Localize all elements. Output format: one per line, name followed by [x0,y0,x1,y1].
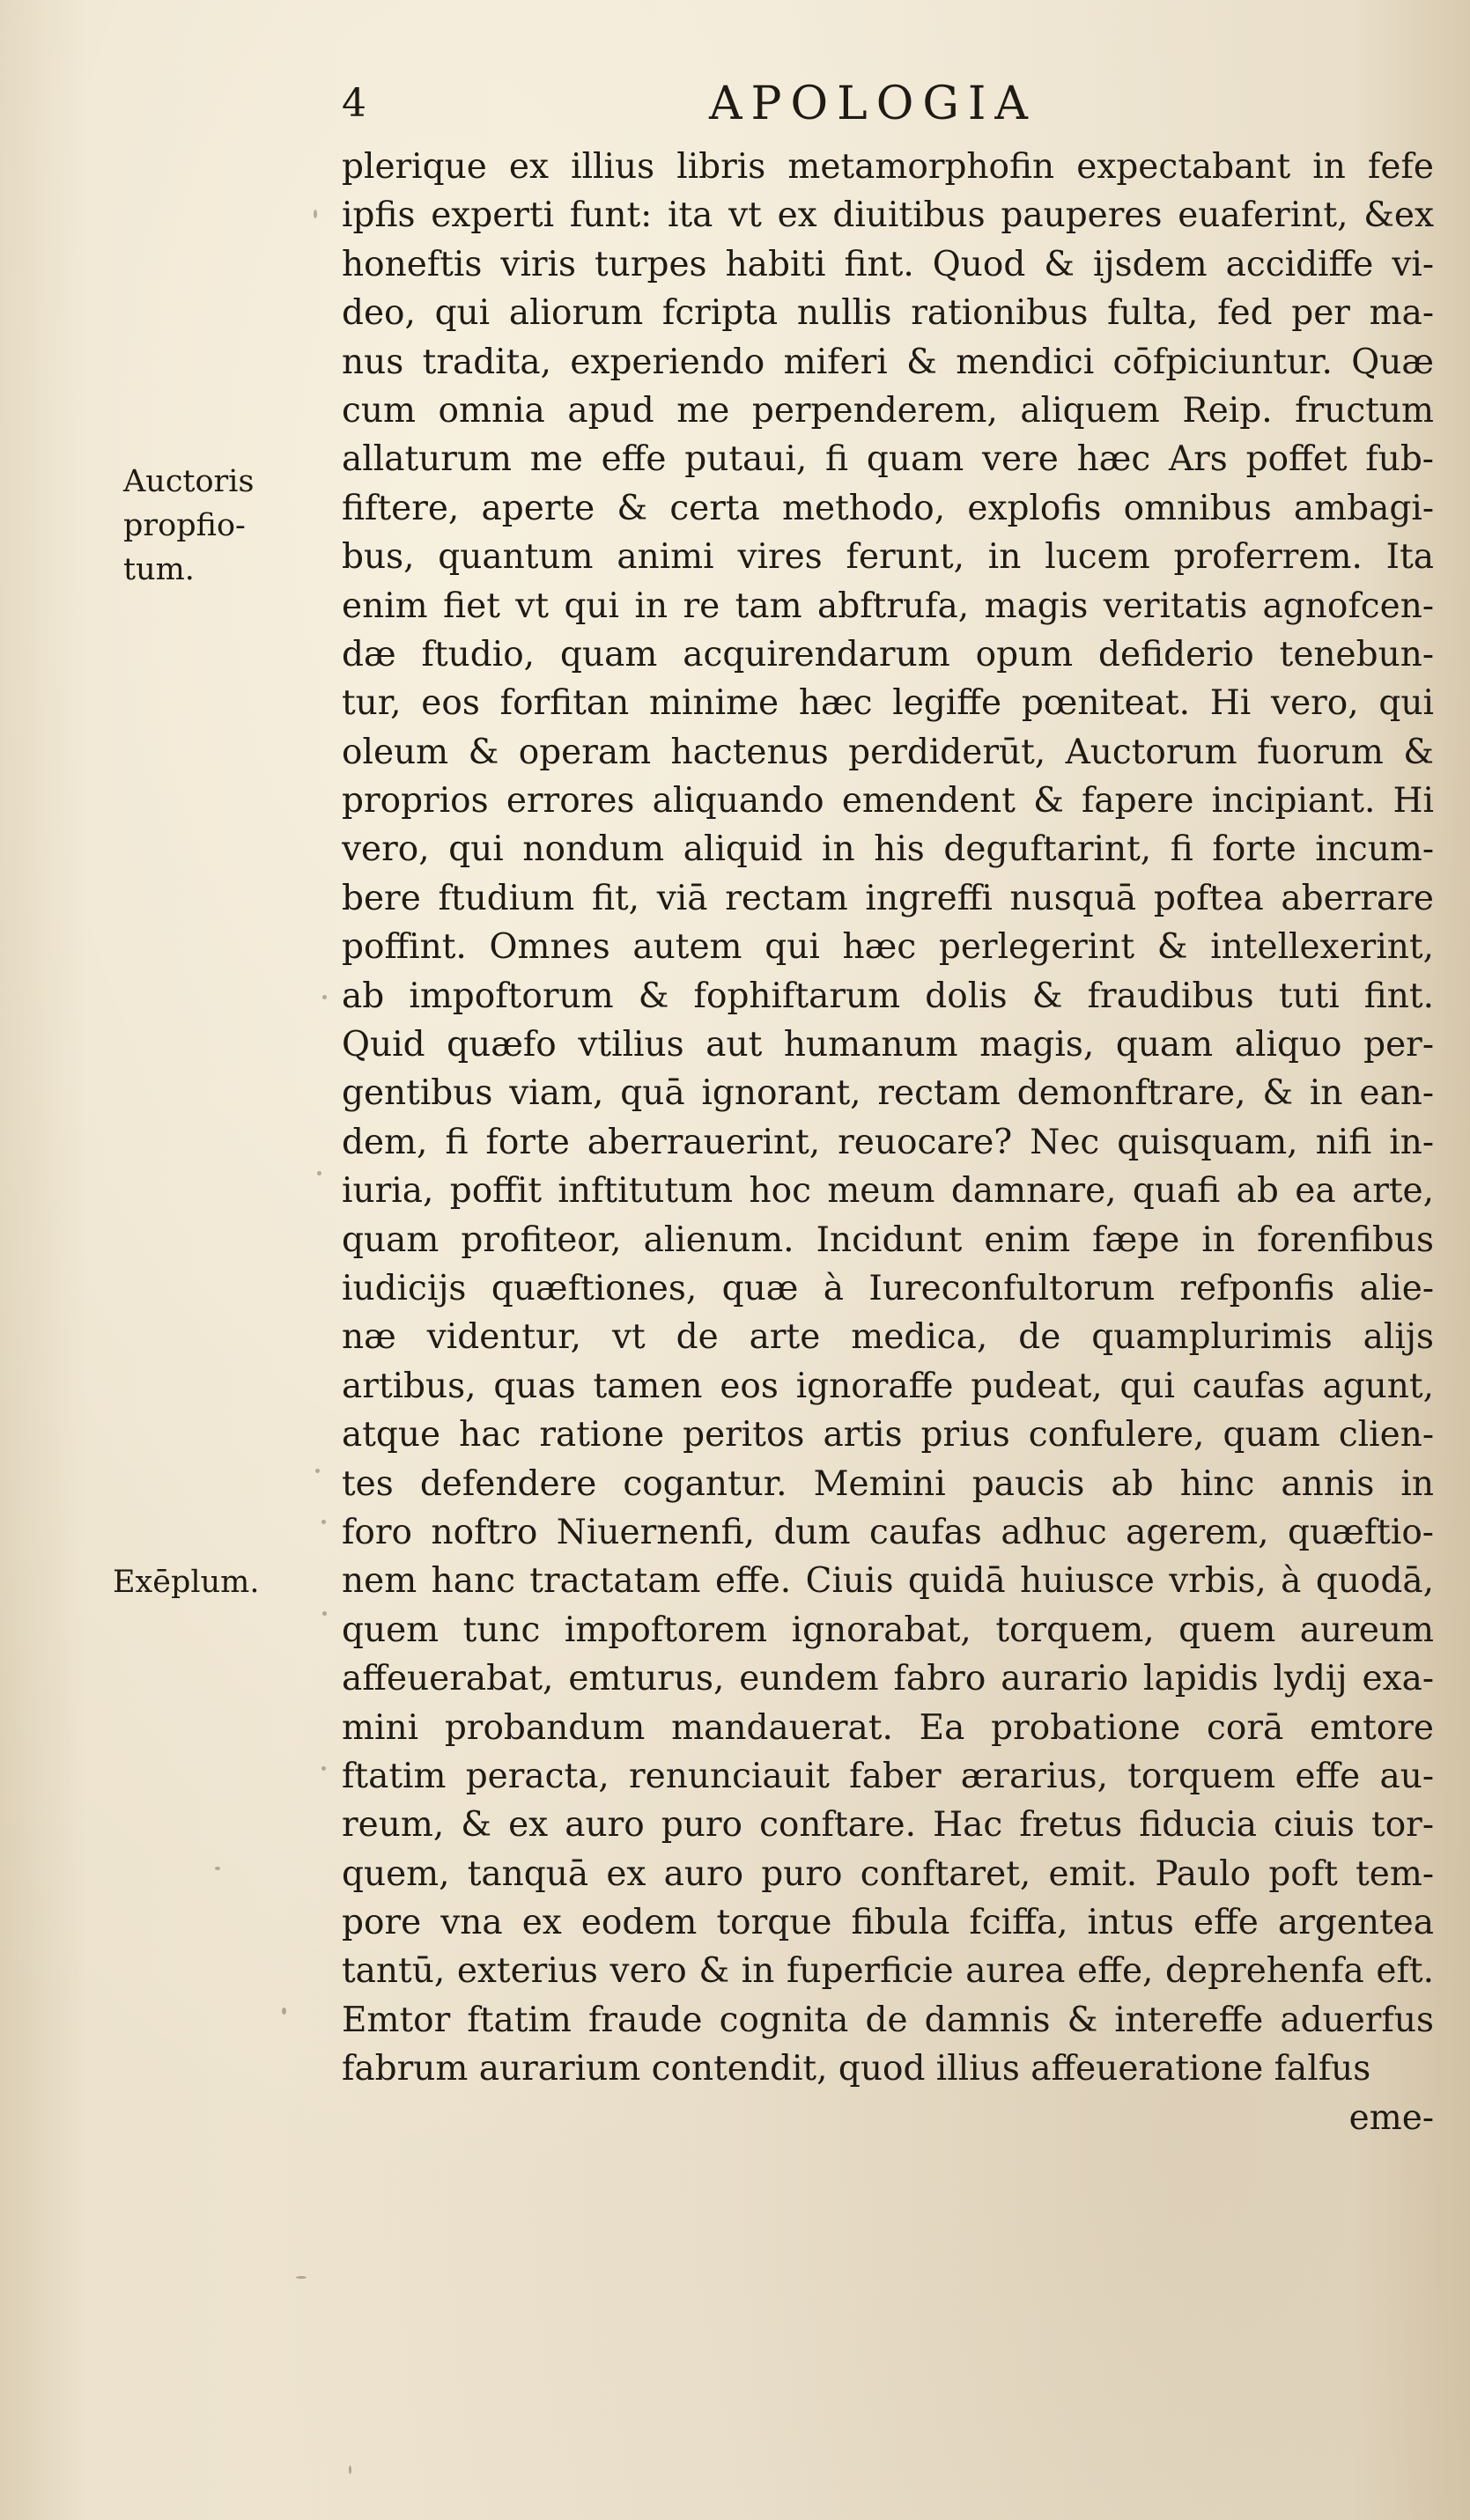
text-line: quam profiteor, alienum. Incidunt enim fæpe in forenfibus [342,1219,1434,1260]
ink-speck [282,2008,286,2015]
text-line: deo, qui aliorum fcripta nullis rationibus fulta, fed per ma- [342,293,1434,334]
text-line: tur, eos forfitan minime hæc legiffe pœniteat. Hi vero, qui [342,683,1434,724]
text-line: ab impoftorum & fophiftarum dolis & fraudibus tuti fint. [342,976,1434,1016]
text-line: gentibus viam, quā ignorant, rectam demonftrare, & in ean- [342,1073,1434,1114]
margin-note-line: Exēplum. [113,1565,260,1600]
margin-note-auctoris [123,460,326,592]
text-line: dem, fi forte aberrauerint, reuocare? Nec quisquam, nifi in- [342,1122,1434,1162]
text-line: nus tradita, experiendo miferi & mendici cōfpiciuntur. Quæ [342,342,1434,382]
ink-speck [315,1469,320,1473]
ink-speck [317,1171,321,1175]
text-line: ftatim peracta, renunciauit faber ærarius, torquem effe au- [342,1756,1434,1796]
body-text [342,143,1434,2142]
text-line: nem hanc tractatam effe. Ciuis quidā huiusce vrbis, à quodā, [342,1561,1434,1602]
text-line: quem tunc impoftorem ignorabat, torquem, quem aureum [342,1610,1434,1650]
ink-speck [349,2465,351,2474]
text-line: Quid quæfo vtilius aut humanum magis, quam aliquo per- [342,1025,1434,1065]
text-line: vero, qui nondum aliquid in his deguftarint, fi forte incum- [342,829,1434,870]
text-line: tantū, exterius vero & in fuperficie aurea effe, deprehenfa eft. [342,1951,1434,1992]
text-line: Emtor ftatim fraude cognita de damnis & intereffe aduerfus [342,2000,1434,2040]
text-line: affeuerabat, emturus, eundem fabro aurario lapidis lydij exa- [342,1659,1434,1699]
text-line: pore vna ex eodem torque fibula fciffa, intus effe argentea [342,1903,1434,1943]
text-line: iudicijs quæftiones, quæ à Iureconfultorum refponfis alie- [342,1268,1434,1308]
text-line: ipfis experti funt: ita vt ex diuitibus pauperes euaferint, &ex [342,195,1434,236]
text-line: mini probandum mandauerat. Ea probatione corā emtore [342,1707,1434,1748]
text-line: tes defendere cogantur. Memini paucis ab hinc annis in [342,1463,1434,1504]
page-header [326,77,1427,148]
text-line: honeftis viris turpes habiti fint. Quod & ijsdem accidiffe vi- [342,244,1434,284]
margin-note-line: Auctoris [123,464,255,499]
ink-speck [322,995,327,999]
text-line: bus, quantum animi vires ferunt, in lucem proferrem. Ita [342,537,1434,578]
running-head: APOLOGIA [709,77,1037,130]
ink-speck [314,210,317,218]
text-line: dæ ftudio, quam acquirendarum opum defiderio tenebun- [342,634,1434,674]
margin-note-line: tum. [123,552,195,587]
text-line: foro noftro Niuernenfi, dum caufas adhuc agerem, quæftio- [342,1512,1434,1552]
margin-note-exemplum [113,1560,315,1604]
text-line: enim fiet vt qui in re tam abftrufa, magis veritatis agnofcen- [342,586,1434,626]
text-line: atque hac ratione peritos artis prius confulere, quam clien- [342,1415,1434,1455]
text-line: proprios errores aliquando emendent & fapere incipiant. Hi [342,781,1434,822]
ink-speck [215,1867,220,1870]
ink-speck [322,1611,327,1616]
text-line: fiftere, aperte & certa methodo, explofis omnibus ambagi- [342,488,1434,528]
margin-note-line: propfio- [123,508,246,543]
text-line: poffint. Omnes autem qui hæc perlegerint & intellexerint, [342,927,1434,968]
text-line: plerique ex illius libris metamorphofin expectabant in fefe [342,147,1434,187]
text-line: quem, tanquā ex auro puro conftaret, emit. Paulo poft tem- [342,1853,1434,1894]
text-line: oleum & operam hactenus perdiderūt, Auctorum fuorum & [342,732,1434,772]
text-line: fabrum aurarium contendit, quod illius affeueratione falfus [342,2049,1371,2089]
ink-speck [321,1520,326,1524]
ink-speck [321,1766,326,1771]
text-line: bere ftudium fit, viā rectam ingreffi nusquā poftea aberrare [342,878,1434,918]
text-line: cum omnia apud me perpenderem, aliquem Reip. fructum [342,390,1434,431]
text-line: iuria, poffit inftitutum hoc meum damnare, quafi ab ea arte, [342,1171,1434,1212]
catchword: eme- [1348,2097,1434,2138]
page-number: 4 [342,81,366,126]
text-line: artibus, quas tamen eos ignoraffe pudeat, qui caufas agunt, [342,1366,1434,1406]
text-line: reum, & ex auro puro conftare. Hac fretus fiducia ciuis tor- [342,1805,1434,1846]
ink-speck [296,2276,307,2279]
text-line: næ videntur, vt de arte medica, de quamplurimis alijs [342,1317,1434,1358]
text-line: allaturum me effe putaui, fi quam vere hæc Ars poffet fub- [342,439,1434,480]
